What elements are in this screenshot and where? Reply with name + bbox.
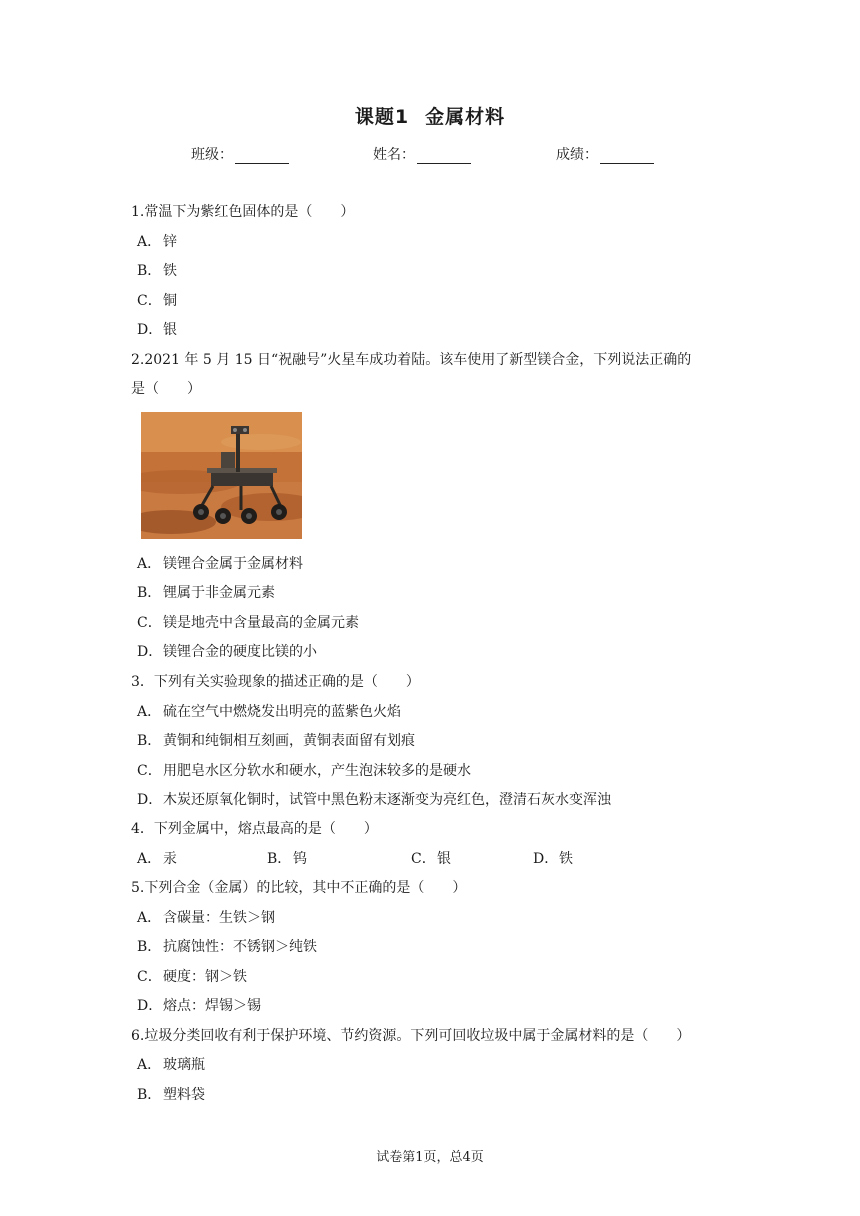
question-5-option-a	[137, 908, 275, 928]
question-2-option-b	[137, 583, 275, 603]
title-topic: 金属材料	[425, 106, 506, 128]
option-text: 塑料袋	[163, 1087, 205, 1103]
question-5-option-d	[137, 996, 261, 1016]
option-text: 镁锂合金属于金属材料	[163, 556, 303, 572]
option-text: 锂属于非金属元素	[163, 585, 275, 601]
question-2-stem-line-1: 2.2021 年 5 月 15 日“祝融号”火星车成功着陆。该车使用了新型镁合金，下列说法正确的	[131, 352, 692, 368]
option-text: 锌	[163, 234, 177, 250]
option-text: 铜	[163, 293, 177, 309]
option-text: 铁	[163, 263, 177, 279]
option-letter: B．	[137, 733, 162, 749]
question-1-option-c	[137, 291, 177, 311]
option-letter: B．	[137, 585, 162, 601]
option-letter: B．	[267, 851, 292, 867]
score-field	[556, 144, 654, 164]
option-text: 铁	[559, 851, 573, 867]
option-letter: A．	[137, 910, 162, 926]
option-letter: C．	[137, 763, 162, 779]
question-6-stem: 6.垃圾分类回收有利于保护环境、节约资源。下列可回收垃圾中属于金属材料的是（ ）	[131, 1028, 691, 1044]
option-text: 木炭还原氧化铜时，试管中黑色粉末逐渐变为亮红色，澄清石灰水变浑浊	[163, 792, 611, 808]
title-lesson-number: 课题1	[354, 106, 410, 128]
question-3-option-b	[137, 731, 415, 751]
name-field	[373, 144, 471, 164]
question-3-option-c	[137, 761, 471, 781]
option-text: 钨	[293, 851, 307, 867]
question-2-option-c	[137, 613, 359, 633]
question-6-option-b	[137, 1085, 205, 1105]
question-3-option-a	[137, 702, 401, 722]
option-letter: D．	[137, 998, 163, 1014]
option-letter: A．	[137, 1057, 162, 1073]
page-footer: 试卷第1页，总4页	[376, 1150, 484, 1165]
option-text: 硬度：钢＞铁	[163, 969, 247, 985]
option-letter: D．	[137, 792, 163, 808]
score-blank	[600, 149, 654, 164]
option-text: 含碳量：生铁＞钢	[163, 910, 275, 926]
option-text: 硫在空气中燃烧发出明亮的蓝紫色火焰	[163, 704, 401, 720]
option-text: 银	[163, 322, 177, 338]
option-letter: B．	[137, 1087, 162, 1103]
question-2-option-d	[137, 642, 317, 662]
question-6-option-a	[137, 1055, 205, 1075]
question-5-option-b	[137, 937, 317, 957]
question-1-option-b	[137, 261, 177, 281]
option-letter: C．	[137, 293, 162, 309]
question-5-option-c	[137, 967, 247, 987]
option-text: 抗腐蚀性：不锈钢＞纯铁	[163, 939, 317, 955]
question-4-option-b	[267, 849, 307, 869]
question-2-option-a	[137, 554, 303, 574]
option-text: 用肥皂水区分软水和硬水，产生泡沫较多的是硬水	[163, 763, 471, 779]
option-letter: D．	[137, 322, 163, 338]
class-blank	[235, 149, 289, 164]
option-text: 黄铜和纯铜相互刻画，黄铜表面留有划痕	[163, 733, 415, 749]
option-text: 镁是地壳中含量最高的金属元素	[163, 615, 359, 631]
option-text: 银	[437, 851, 451, 867]
option-letter: A．	[137, 556, 162, 572]
question-2-stem-line-2: 是（ ）	[131, 381, 201, 397]
question-4-stem: 4．下列金属中，熔点最高的是（ ）	[131, 821, 378, 837]
question-1-stem: 1.常温下为紫红色固体的是（ ）	[131, 204, 355, 220]
option-letter: C．	[137, 615, 162, 631]
option-letter: D．	[137, 644, 163, 660]
option-letter: A．	[137, 234, 162, 250]
name-blank	[417, 149, 471, 164]
option-letter: D．	[533, 851, 559, 867]
mars-rover-image	[141, 412, 302, 539]
question-3-stem: 3．下列有关实验现象的描述正确的是（ ）	[131, 674, 420, 690]
class-label: 班级：	[191, 147, 233, 163]
option-text: 镁锂合金的硬度比镁的小	[163, 644, 317, 660]
question-3-option-d	[137, 790, 611, 810]
option-letter: C．	[137, 969, 162, 985]
score-label: 成绩：	[556, 147, 598, 163]
question-4-option-a	[137, 849, 177, 869]
question-1-option-a	[137, 232, 177, 252]
question-5-stem: 5.下列合金（金属）的比较，其中不正确的是（ ）	[131, 880, 467, 896]
option-text: 玻璃瓶	[163, 1057, 205, 1073]
option-text: 汞	[163, 851, 177, 867]
name-label: 姓名：	[373, 147, 415, 163]
question-1-option-d	[137, 320, 177, 340]
question-4-option-d	[533, 849, 573, 869]
option-letter: C．	[411, 851, 436, 867]
option-letter: B．	[137, 939, 162, 955]
option-letter: A．	[137, 704, 162, 720]
option-letter: A．	[137, 851, 162, 867]
option-letter: B．	[137, 263, 162, 279]
page-title	[0, 102, 860, 129]
question-4-option-c	[411, 849, 451, 869]
class-field	[191, 144, 289, 164]
option-text: 熔点：焊锡＞锡	[163, 998, 261, 1014]
